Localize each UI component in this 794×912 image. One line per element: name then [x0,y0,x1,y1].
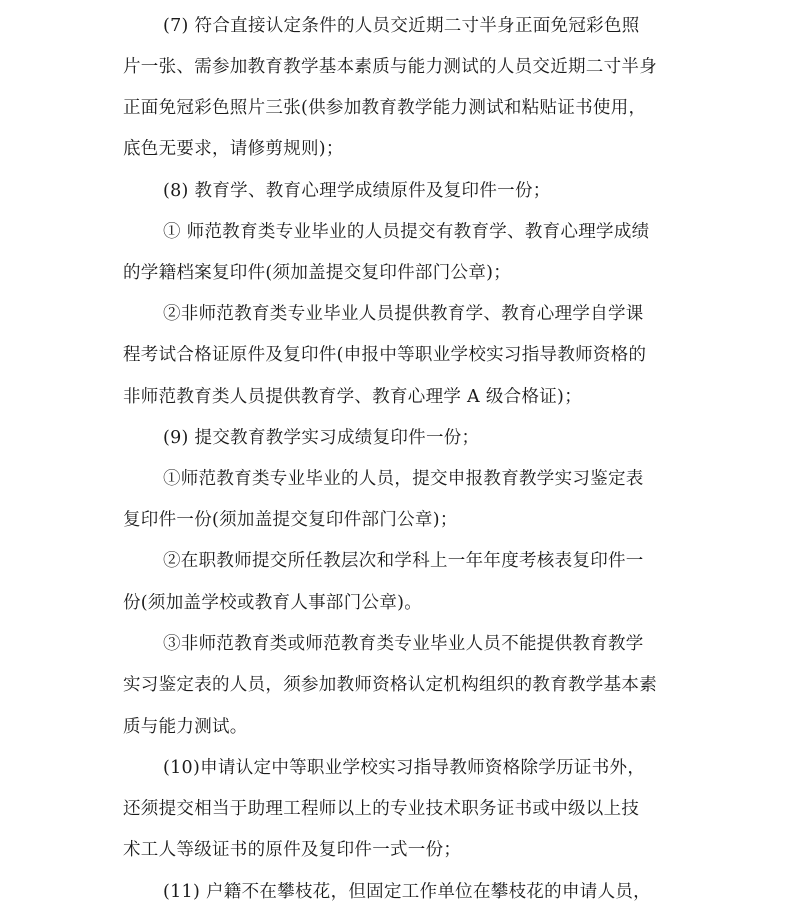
text-line: 非师范教育类人员提供教育学、教育心理学 A 级合格证)； [123,387,582,407]
text-line: (11) 户籍不在攀枝花，但固定工作单位在攀枝花的申请人员， [163,882,651,902]
text-line: 还须提交相当于助理工程师以上的专业技术职务证书或中级以上技 [123,799,640,819]
text-line: 份(须加盖学校或教育人事部门公章)。 [123,593,423,613]
text-line: 底色无要求，请修剪规则)； [123,139,344,159]
text-line: 实习鉴定表的人员，须参加教师资格认定机构组织的教育教学基本素 [123,675,657,695]
text-line: 片一张、需参加教育教学基本素质与能力测试的人员交近期二寸半身 [123,57,657,77]
text-line: ②在职教师提交所任教层次和学科上一年年度考核表复印件一 [163,551,644,571]
text-line: 正面免冠彩色照片三张(供参加教育教学能力测试和粘贴证书使用， [123,98,647,118]
text-line: ③非师范教育类或师范教育类专业毕业人员不能提供教育教学 [163,634,644,654]
text-line: ① 师范教育类专业毕业的人员提交有教育学、教育心理学成绩 [163,222,650,242]
text-line: (7) 符合直接认定条件的人员交近期二寸半身正面免冠彩色照 [163,16,640,36]
text-line: 复印件一份(须加盖提交复印件部门公章)； [123,510,458,530]
text-line: 质与能力测试。 [123,717,248,737]
text-line: 术工人等级证书的原件及复印件一式一份； [123,840,462,860]
text-line: ①师范教育类专业毕业的人员，提交申报教育教学实习鉴定表 [163,469,644,489]
text-line: 的学籍档案复印件(须加盖提交复印件部门公章)； [123,263,512,283]
text-line: 程考试合格证原件及复印件(申报中等职业学校实习指导教师资格的 [123,345,647,365]
text-line: (8) 教育学、教育心理学成绩原件及复印件一份； [163,181,551,201]
text-line: (9) 提交教育教学实习成绩复印件一份； [163,428,480,448]
text-line: (10)申请认定中等职业学校实习指导教师资格除学历证书外， [163,758,646,778]
text-line: ②非师范教育类专业毕业人员提供教育学、教育心理学自学课 [163,304,644,324]
